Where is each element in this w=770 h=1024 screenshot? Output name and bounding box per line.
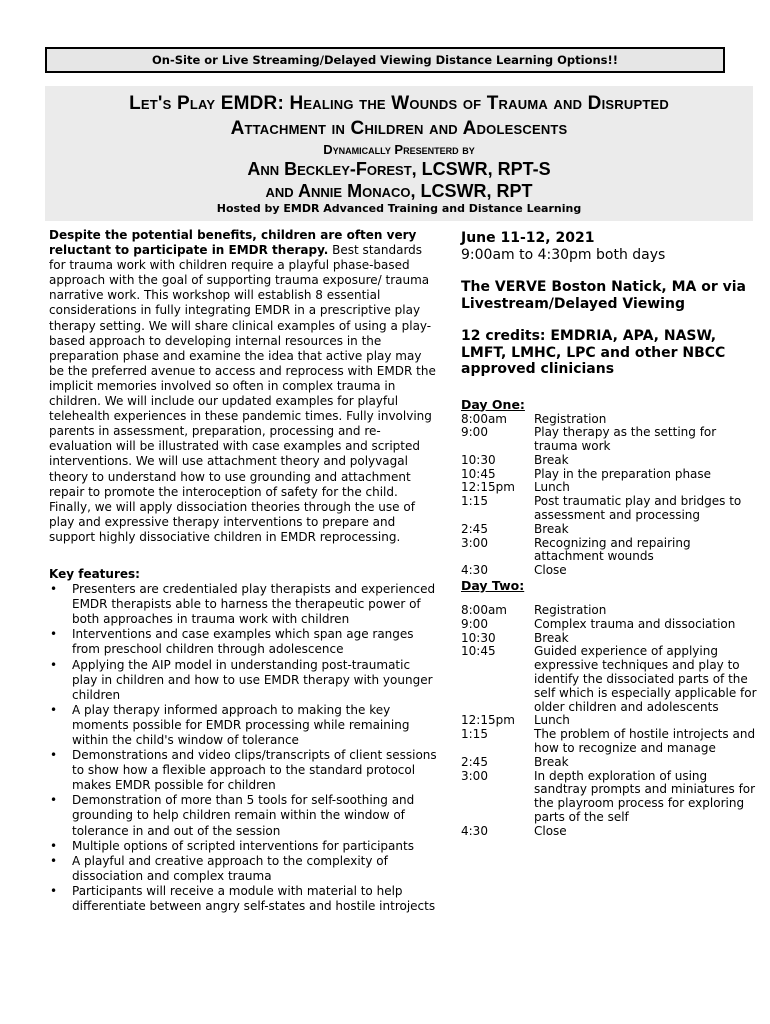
presenter-2: and Annie Monaco, LCSWR, RPT	[265, 181, 533, 201]
feature-item: • Presenters are credentialed play therapists and experienced EMDR therapists able to harness the therapeutic power of both approaches in trauma work with children	[49, 582, 439, 627]
schedule-time: 4:30	[461, 823, 488, 838]
schedule-time: 3:00	[461, 768, 488, 783]
schedule-activity: Recognizing and repairing attachment wounds	[534, 535, 691, 564]
schedule-time: 12:15pm	[461, 713, 515, 728]
schedule-row	[461, 770, 761, 825]
workshop-title-line-2: Attachment in Children and Adolescents	[230, 118, 568, 139]
schedule-time: 9:00	[461, 425, 488, 440]
feature-item: • Demonstrations and video clips/transcripts of client sessions to show how a flexible approach to the standard protocol makes EMDR possible for children	[49, 748, 439, 793]
presenter-1: Ann Beckley-Forest, LCSWR, RPT-S	[247, 159, 551, 179]
schedule-row	[461, 468, 761, 482]
presented-by-label: Dynamically Presenterd by	[323, 142, 475, 157]
schedule-row	[461, 523, 761, 537]
day-two-schedule	[461, 604, 761, 839]
feature-item: • A play therapy informed approach to making the key moments possible for EMDR processing while remaining within the child's window of tolerance	[49, 703, 439, 748]
key-features-heading: Key features:	[49, 566, 140, 581]
schedule-row	[461, 413, 761, 427]
schedule-row	[461, 537, 761, 565]
event-time: 9:00am to 4:30pm both days	[461, 247, 666, 263]
schedule-row	[461, 495, 761, 523]
schedule-activity: Close	[534, 563, 567, 578]
schedule-time: 4:30	[461, 563, 488, 578]
schedule-row	[461, 604, 761, 618]
feature-item: • Interventions and case examples which span age ranges from preschool children through adolescence	[49, 627, 439, 657]
schedule-activity: Guided experience of applying expressive techniques and play to identify the dissociated parts of the self which is especially applicable for older children and adolescents	[534, 644, 757, 714]
key-features-list	[49, 582, 439, 914]
schedule-activity: The problem of hostile introjects and how to recognize and manage	[534, 727, 756, 756]
schedule-activity: Break	[534, 630, 569, 645]
description-column	[49, 228, 439, 914]
schedule-time: 1:15	[461, 494, 488, 509]
schedule-time: 10:45	[461, 644, 496, 659]
description-lead: Despite the potential benefits, children are often very reluctant to participate in EMDR therapy.	[49, 228, 417, 258]
schedule-activity: Complex trauma and dissociation	[534, 616, 736, 631]
event-details-column	[461, 228, 761, 839]
schedule-activity: Close	[534, 823, 567, 838]
hosted-by: Hosted by EMDR Advanced Training and Distance Learning	[216, 202, 582, 215]
schedule-time: 8:00am	[461, 411, 507, 426]
schedule-time: 2:45	[461, 754, 488, 769]
event-credits: 12 credits: EMDRIA, APA, NASW, LMFT, LMHC, LPC and other NBCC approved clinicians	[461, 328, 726, 377]
schedule-time: 9:00	[461, 616, 488, 631]
schedule-activity: Lunch	[534, 713, 570, 728]
schedule-row	[461, 481, 761, 495]
feature-item: • A playful and creative approach to the complexity of dissociation and complex trauma	[49, 854, 439, 884]
schedule-time: 2:45	[461, 521, 488, 536]
event-venue: The VERVE Boston Natick, MA or via Livestream/Delayed Viewing	[461, 279, 746, 312]
schedule-row	[461, 728, 761, 756]
schedule-row	[461, 632, 761, 646]
schedule-row	[461, 756, 761, 770]
feature-item: • Multiple options of scripted interventions for participants	[49, 839, 439, 854]
schedule-row	[461, 564, 761, 578]
schedule-row	[461, 714, 761, 728]
schedule-activity: Break	[534, 521, 569, 536]
schedule-time: 10:30	[461, 630, 496, 645]
schedule-activity: Break	[534, 452, 569, 467]
feature-item: • Participants will receive a module with material to help differentiate between angry self-states and hostile introjects	[49, 884, 439, 914]
day-one-schedule	[461, 413, 761, 579]
distance-learning-banner: On-Site or Live Streaming/Delayed Viewing Distance Learning Options!!	[45, 47, 725, 73]
title-block	[45, 86, 753, 221]
schedule-activity: Play therapy as the setting for trauma work	[534, 425, 717, 454]
schedule-activity: Break	[534, 754, 569, 769]
schedule-row	[461, 645, 761, 714]
schedule-time: 10:45	[461, 466, 496, 481]
schedule-time: 1:15	[461, 727, 488, 742]
schedule-row	[461, 426, 761, 454]
event-date: June 11-12, 2021	[461, 230, 595, 246]
schedule-activity: Registration	[534, 411, 607, 426]
schedule-activity: Post traumatic play and bridges to assessment and processing	[534, 494, 742, 523]
description-body: Best standards for trauma work with children require a playful phase-based approach with the goal of supporting trauma exposure/ trauma narrative work. This workshop will establish 8 essential considerations in fully integrating EMDR in a prescriptive play therapy setting. We will share clinical examples of using a play-based approach to developing internal resources in the preparation phase and examine the idea that active play may be the preferred avenue to access and reprocess with EMDR the implicit memories involved so often in complex trauma in children. We will include our updated examples for playful telehealth experiences in these pandemic times. Fully involving parents in assessment, preparation, processing and re-evaluation will be illustrated with case examples and scripted interventions. We will use attachment theory and polyvagal theory to understand how to use grounding and attachment repair to promote the interoception of safety for the child. Finally, we will apply dissociation theories through the use of play and expressive therapy interventions to prepare and support highly dissociative children in EMDR reprocessing.	[49, 243, 436, 544]
schedule-time: 8:00am	[461, 603, 507, 618]
workshop-title-line-1: Let's Play EMDR: Healing the Wounds of Trauma and Disrupted	[129, 93, 669, 114]
schedule-activity: In depth exploration of using sandtray prompts and miniatures for the playroom process for exploring parts of the self	[534, 768, 756, 825]
schedule-time: 10:30	[461, 452, 496, 467]
schedule-time: 12:15pm	[461, 480, 515, 495]
schedule-activity: Play in the preparation phase	[534, 466, 712, 481]
feature-item: • Demonstration of more than 5 tools for self-soothing and grounding to help children remain within the window of tolerance in and out of the session	[49, 793, 439, 838]
day-two-heading: Day Two:	[461, 578, 525, 594]
schedule-row	[461, 454, 761, 468]
day-one-heading: Day One:	[461, 396, 525, 412]
schedule-activity: Registration	[534, 603, 607, 618]
schedule-activity: Lunch	[534, 480, 570, 495]
schedule-row	[461, 825, 761, 839]
schedule-row	[461, 618, 761, 632]
description-paragraph	[49, 228, 439, 545]
feature-item: • Applying the AIP model in understanding post-traumatic play in children and how to use EMDR therapy with younger children	[49, 658, 439, 703]
schedule-time: 3:00	[461, 535, 488, 550]
